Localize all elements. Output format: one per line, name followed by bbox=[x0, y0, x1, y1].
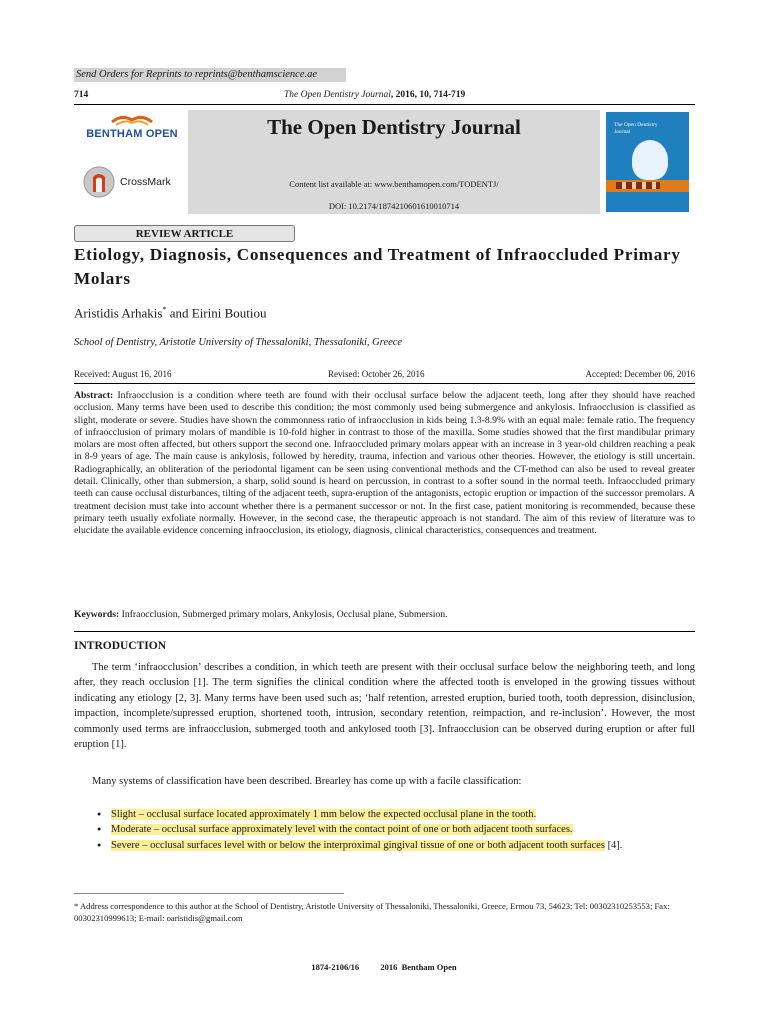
journal-title: The Open Dentistry Journal bbox=[267, 115, 521, 139]
issn-line: 1874-2106/16 2016 Bentham Open bbox=[311, 962, 457, 972]
list-item-severe bbox=[92, 838, 695, 853]
highlighted-text: Slight – occlusal surface located approximately 1 mm below the expected occlusal plane in the tooth. bbox=[111, 809, 537, 820]
publisher-name: BENTHAM OPEN bbox=[86, 128, 178, 140]
journal-cover-image bbox=[606, 112, 689, 212]
keywords-label: Keywords: bbox=[74, 609, 120, 620]
cover-title: The Open Dentistry Journal bbox=[614, 122, 658, 135]
content-list-link[interactable]: Content list available at: www.benthamopen.com/TODENTJ/ bbox=[289, 179, 499, 189]
crossmark-label[interactable]: CrossMark bbox=[120, 176, 171, 188]
author-name[interactable]: Aristidis Arhakis bbox=[74, 305, 163, 321]
doi-link[interactable]: DOI: 10.2174/1874210601610010714 bbox=[328, 201, 460, 211]
author-list bbox=[74, 305, 267, 321]
classification-paragraph: Many systems of classification have been described. Brearley has come up with a facile classification: bbox=[92, 776, 522, 787]
accepted-date: Accepted: December 06, 2016 bbox=[585, 369, 695, 379]
cover-strip bbox=[616, 182, 660, 189]
journal-reference-volume: , 2016, 10, 714-719 bbox=[390, 90, 466, 100]
corresponding-author-mark: * bbox=[162, 305, 167, 314]
keywords-rule bbox=[74, 631, 695, 632]
intro-paragraph: The term ‘infraocclusion’ describes a condition, in which teeth are present with their occlusal surface below the neighboring teeth, and long after, they reach occlusion [1]. The term signifies the clinical condition where the affected tooth is enveloped in the growing tissues without indicating any etiology [2, 3]. Many terms have been used such as; ‘half retention, arrested eruption, buried tooth, tooth depression, disinclusion, impaction, incomplete/supressed eruption, shortened tooth, intrusion, secondary retention, reimpaction, and re-inclusion’. However, the most commonly used terms are infraocclusion, submerged tooth and ankylosed tooth [3]. Infraocclusion can be observed during eruption or after full eruption [1]. bbox=[74, 662, 695, 751]
keywords bbox=[74, 609, 695, 620]
keywords-text: Infraocclusion, Submerged primary molars, Ankylosis, Occlusal plane, Submersion. bbox=[119, 609, 448, 620]
author-name[interactable]: and Eirini Boutiou bbox=[166, 305, 267, 321]
footnote-rule bbox=[74, 893, 344, 894]
reference-citation: [4]. bbox=[604, 839, 623, 851]
journal-banner bbox=[188, 110, 600, 214]
revised-date: Revised: October 26, 2016 bbox=[328, 369, 425, 379]
abstract bbox=[74, 390, 695, 538]
reprint-notice: Send Orders for Reprints to reprints@benthamscience.ae bbox=[74, 68, 346, 82]
journal-reference-name: The Open Dentistry Journal bbox=[284, 90, 391, 100]
abstract-text: Infraocclusion is a condition where teeth are found with their occlusal surface below the adjacent teeth, long after they should have reached occlusion. Many terms have been used to describe this condition; the most commonly used being submergence and ankylosis. Infraocclusion is classified as slight, moderate or severe. Studies have shown the commonness ratio of infraocclusion in kids being 1.3-8.9% with an equal male: female ratio. The frequency of infraocclusion of primary molars of mandible is 10-fold higher in contrast to those of the maxilla. Some studies showed that the first mandibular primary molars are most often affected, but others support the second one. Infraoccluded primary molars appear with an increase in 3 year-old children reaching a peak in 8-9 years of age. The main cause is ankylosis, followed by heredity, trauma, infection and various other theories. However, the etiology is still uncertain. Radiographically, an obliteration of the periodontal ligament can be seen using conventional methods and the CT-method can also be used to reveal greater detail. Clinically, other than submersion, a sharp, solid sound is heard on percussion, in contrast to a softer sound in the normal teeth. Infraoccluded primary teeth can cause occlusal disturbances, tilting of the adjacent teeth, supra-eruption of the antagonists, ectopic eruption or impaction of the successor premolars. A treatment decision must take into account whether there is a permanent successor or not. In the first case, patient monitoring is recommended, because these primary teeth usually exfoliate normally. However, in the second case, the therapeutic approach is not standard. The aim of this review of literature was to elucidate the available evidence concerning infraocclusion, its etiology, diagnosis, clinical characteristics, consequences and treatment. bbox=[74, 390, 695, 537]
article-type-badge: REVIEW ARTICLE bbox=[74, 225, 295, 242]
tooth-icon bbox=[632, 140, 668, 180]
received-date: Received: August 16, 2016 bbox=[74, 369, 172, 379]
section-heading-introduction: INTRODUCTION bbox=[74, 640, 167, 652]
highlighted-text: Severe – occlusal surfaces level with or below the interproximal gingival tissue of one or both adjacent tooth surfaces bbox=[111, 839, 605, 851]
highlighted-text: Moderate – occlusal surface approximately level with the contact point of one or both adjacent tooth surfaces. bbox=[111, 824, 573, 836]
classification-list bbox=[92, 807, 695, 853]
dates-rule bbox=[74, 383, 695, 384]
abstract-label: Abstract: bbox=[74, 390, 114, 401]
header-rule bbox=[74, 104, 695, 105]
list-item-slight bbox=[92, 807, 695, 822]
article-title: Etiology, Diagnosis, Consequences and Treatment of Infraoccluded Primary Molars bbox=[74, 245, 681, 288]
journal-reference bbox=[284, 90, 465, 100]
list-item-moderate bbox=[92, 822, 695, 837]
affiliation: School of Dentistry, Aristotle University of Thessaloniki, Thessaloniki, Greece bbox=[74, 337, 403, 348]
correspondence-footnote: * Address correspondence to this author at the School of Dentistry, Aristotle University of Thessaloniki, Thessaloniki, Greece, Ermou 73, 54623; Tel: 00302310253553; Fax: 00302310999613; E-mail: oaristidis@gmail.com bbox=[74, 901, 670, 923]
page-number: 714 bbox=[74, 90, 89, 100]
